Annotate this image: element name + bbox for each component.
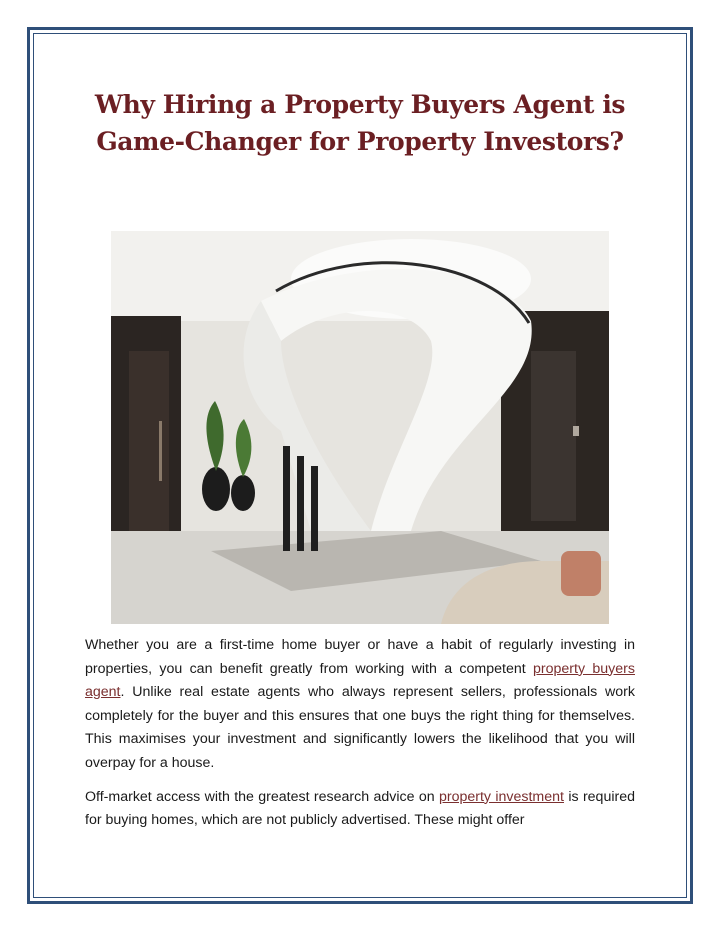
hero-photo bbox=[111, 231, 609, 624]
paragraph-2-text-before: Off-market access with the greatest research advice on bbox=[85, 788, 439, 805]
paragraph-1-text-before: Whether you are a first-time home buyer or have a habit of regularly investing in properties, you can benefit greatly from working with a competent bbox=[85, 637, 635, 677]
staircase-illustration bbox=[111, 231, 609, 624]
property-investment-link[interactable]: property investment bbox=[438, 788, 564, 805]
document-title: Why Hiring a Property Buyers Agent is Game-Changer for Property Investors? bbox=[94, 90, 626, 156]
article-body bbox=[85, 634, 635, 843]
paragraph-2 bbox=[85, 786, 635, 833]
paragraph-1-text-after: . Unlike real estate agents who always represent sellers, professionals work completely for the buyer and this ensures that one buys the right thing for themselves. This maximises your investment and significantly lowers the likelihood that you will overpay for a house. bbox=[85, 684, 635, 771]
paragraph-1 bbox=[85, 634, 635, 776]
paragraph-2-text-after: is required for buying homes, which are not publicly advertised. These might offer bbox=[85, 788, 635, 829]
property-buyers-agent-link[interactable]: property buyers agent bbox=[85, 660, 635, 701]
